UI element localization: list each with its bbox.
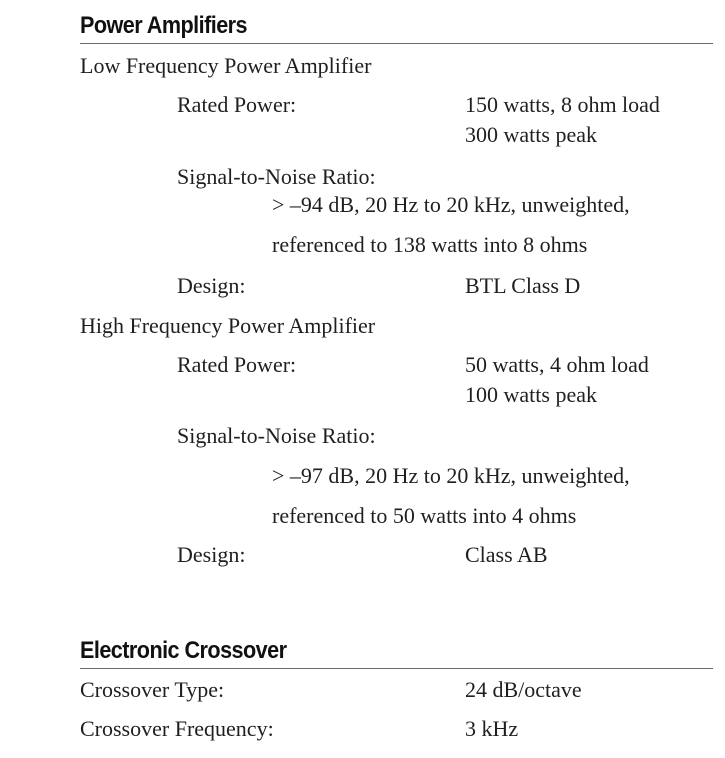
snr-label: Signal-to-Noise Ratio:	[177, 164, 376, 189]
design-value: Class AB	[465, 542, 548, 567]
snr-value: > –97 dB, 20 Hz to 20 kHz, unweighted,	[272, 463, 630, 488]
design-label: Design:	[177, 542, 246, 567]
snr-value: > –94 dB, 20 Hz to 20 kHz, unweighted,	[272, 192, 630, 217]
snr-reference: referenced to 138 watts into 8 ohms	[272, 232, 588, 257]
section-divider	[80, 668, 713, 669]
crossover-type-label: Crossover Type:	[80, 677, 225, 702]
design-value: BTL Class D	[465, 273, 581, 298]
crossover-type-value: 24 dB/octave	[465, 677, 582, 702]
subsection-title-high-frequency: High Frequency Power Amplifier	[80, 313, 376, 338]
section-heading-power-amplifiers: Power Amplifiers	[80, 12, 248, 39]
rated-power-label: Rated Power:	[177, 92, 297, 117]
rated-power-value: 50 watts, 4 ohm load	[465, 352, 649, 377]
subsection-title-low-frequency: Low Frequency Power Amplifier	[80, 53, 372, 78]
snr-label: Signal-to-Noise Ratio:	[177, 423, 376, 448]
design-label: Design:	[177, 273, 246, 298]
rated-power-peak-value: 300 watts peak	[465, 122, 597, 147]
crossover-frequency-value: 3 kHz	[465, 716, 519, 741]
crossover-frequency-label: Crossover Frequency:	[80, 716, 274, 741]
section-divider	[80, 43, 713, 44]
rated-power-peak-value: 100 watts peak	[465, 382, 597, 407]
snr-reference: referenced to 50 watts into 4 ohms	[272, 503, 577, 528]
section-heading-electronic-crossover: Electronic Crossover	[80, 637, 287, 664]
rated-power-label: Rated Power:	[177, 352, 297, 377]
rated-power-value: 150 watts, 8 ohm load	[465, 92, 660, 117]
